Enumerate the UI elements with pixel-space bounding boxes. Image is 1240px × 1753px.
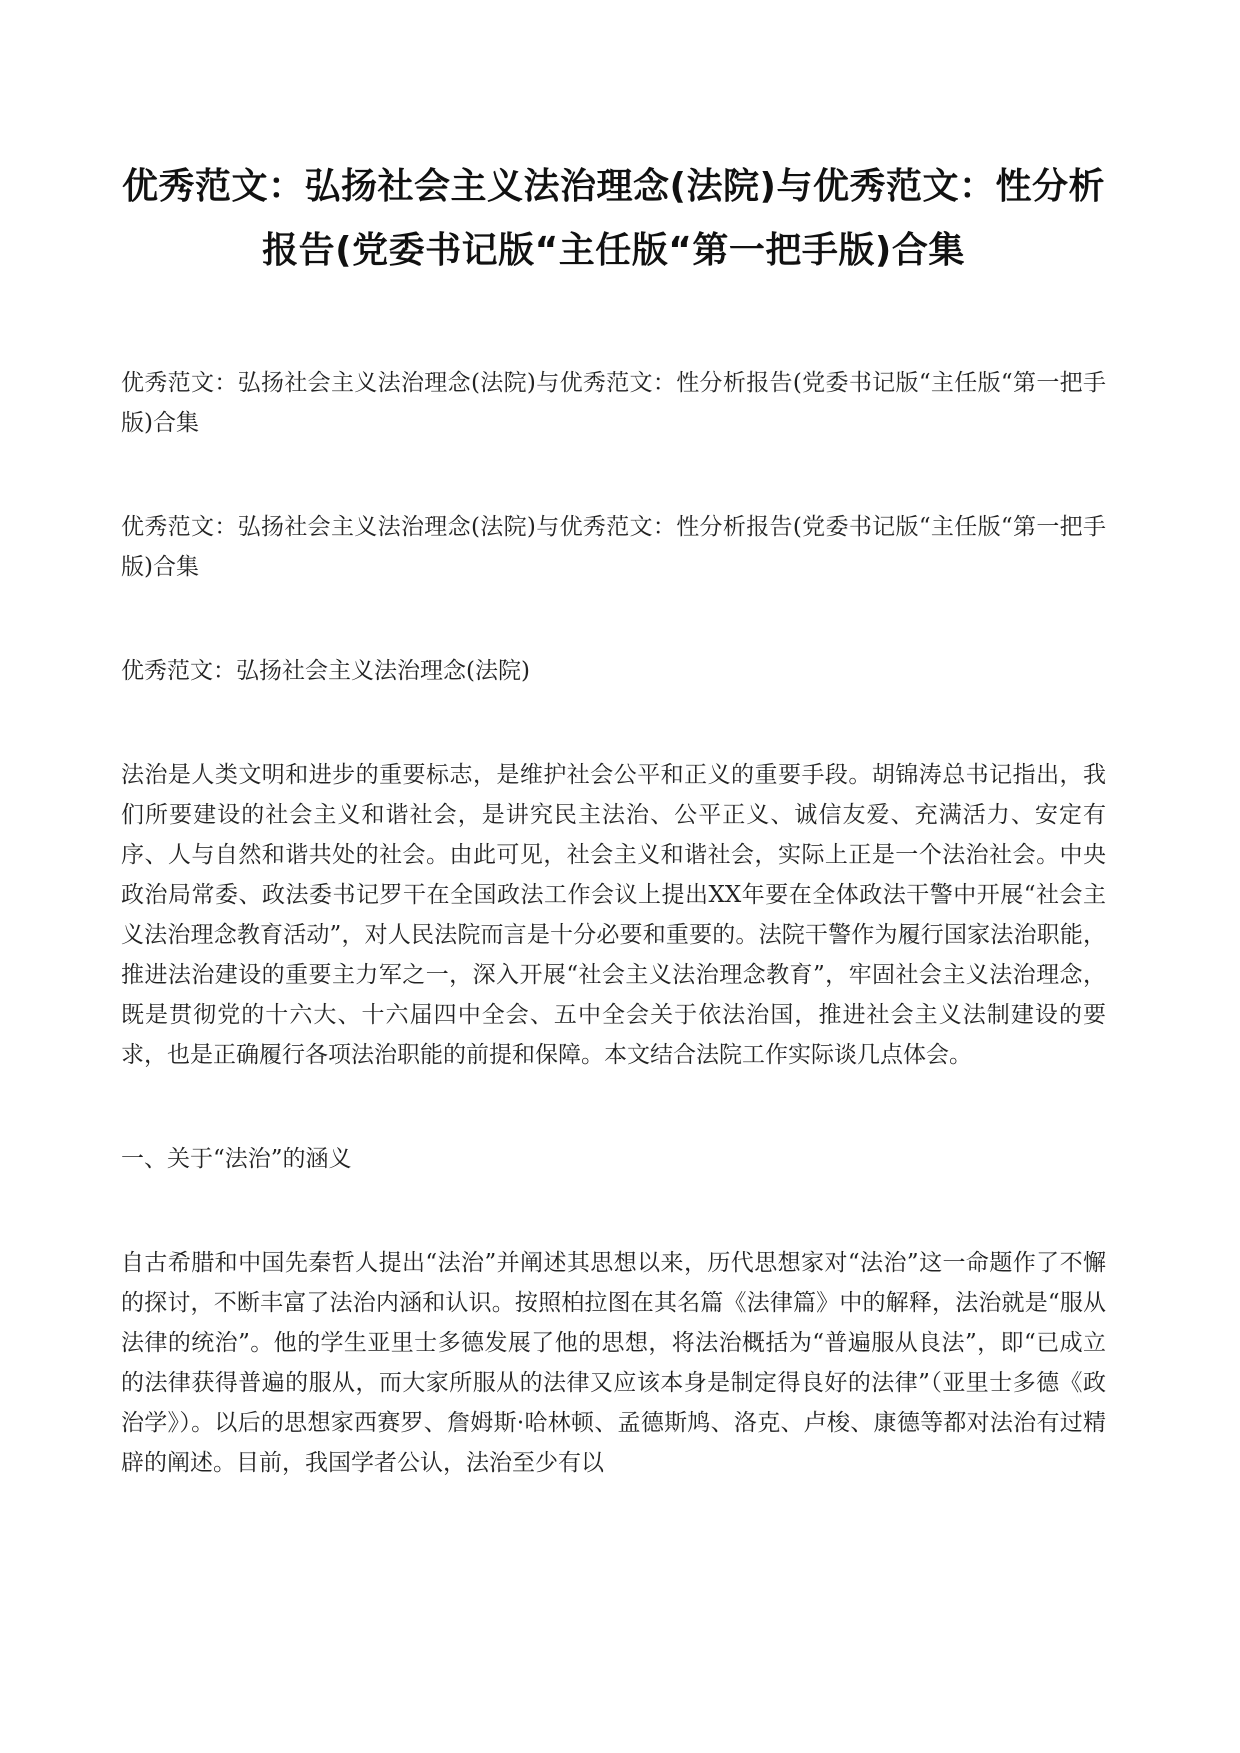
document-title: 优秀范文：弘扬社会主义法治理念(法院)与优秀范文：性分析报告(党委书记版“主任版“第一把手版)合集 bbox=[122, 166, 1105, 271]
subtitle-paragraph-2: 优秀范文：弘扬社会主义法治理念(法院)与优秀范文：性分析报告(党委书记版“主任版“第一把手版)合集 bbox=[121, 514, 1106, 580]
body-paragraph-1: 法治是人类文明和进步的重要标志，是维护社会公平和正义的重要手段。胡锦涛总书记指出，我们所要建设的社会主义和谐社会，是讲究民主法治、公平正义、诚信友爱、充满活力、安定有序、人与自然和谐共处的社会。由此可见，社会主义和谐社会，实际上正是一个法治社会。中央政治局常委、政法委书记罗干在全国政法工作会议上提出XX年要在全体政法干警中开展“社会主义法治理念教育活动”，对人民法院而言是十分必要和重要的。法院干警作为履行国家法治职能，推进法治建设的重要主力军之一，深入开展“社会主义法治理念教育”，牢固社会主义法治理念，既是贯彻党的十六大、十六届四中全会、五中全会关于依法治国，推进社会主义法制建设的要求，也是正确履行各项法治职能的前提和保障。本文结合法院工作实际谈几点体会。 bbox=[121, 762, 1106, 1068]
subtitle-paragraph-1: 优秀范文：弘扬社会主义法治理念(法院)与优秀范文：性分析报告(党委书记版“主任版“第一把手版)合集 bbox=[121, 370, 1106, 436]
heading-rule-of-law-meaning: 一、关于“法治”的涵义 bbox=[121, 1146, 352, 1172]
section-heading: 优秀范文：弘扬社会主义法治理念(法院) bbox=[121, 658, 530, 684]
body-paragraph-2: 自古希腊和中国先秦哲人提出“法治”并阐述其思想以来，历代思想家对“法治”这一命题作了不懈的探讨，不断丰富了法治内涵和认识。按照柏拉图在其名篇《法律篇》中的解释，法治就是“服从法律的统治”。他的学生亚里士多德发展了他的思想，将法治概括为“普遍服从良法”，即“已成立的法律获得普遍的服从，而大家所服从的法律又应该本身是制定得良好的法律”（亚里士多德《政治学》）。以后的思想家西赛罗、詹姆斯·哈林顿、孟德斯鸠、洛克、卢梭、康德等都对法治有过精辟的阐述。目前，我国学者公认，法治至少有以 bbox=[121, 1250, 1106, 1476]
